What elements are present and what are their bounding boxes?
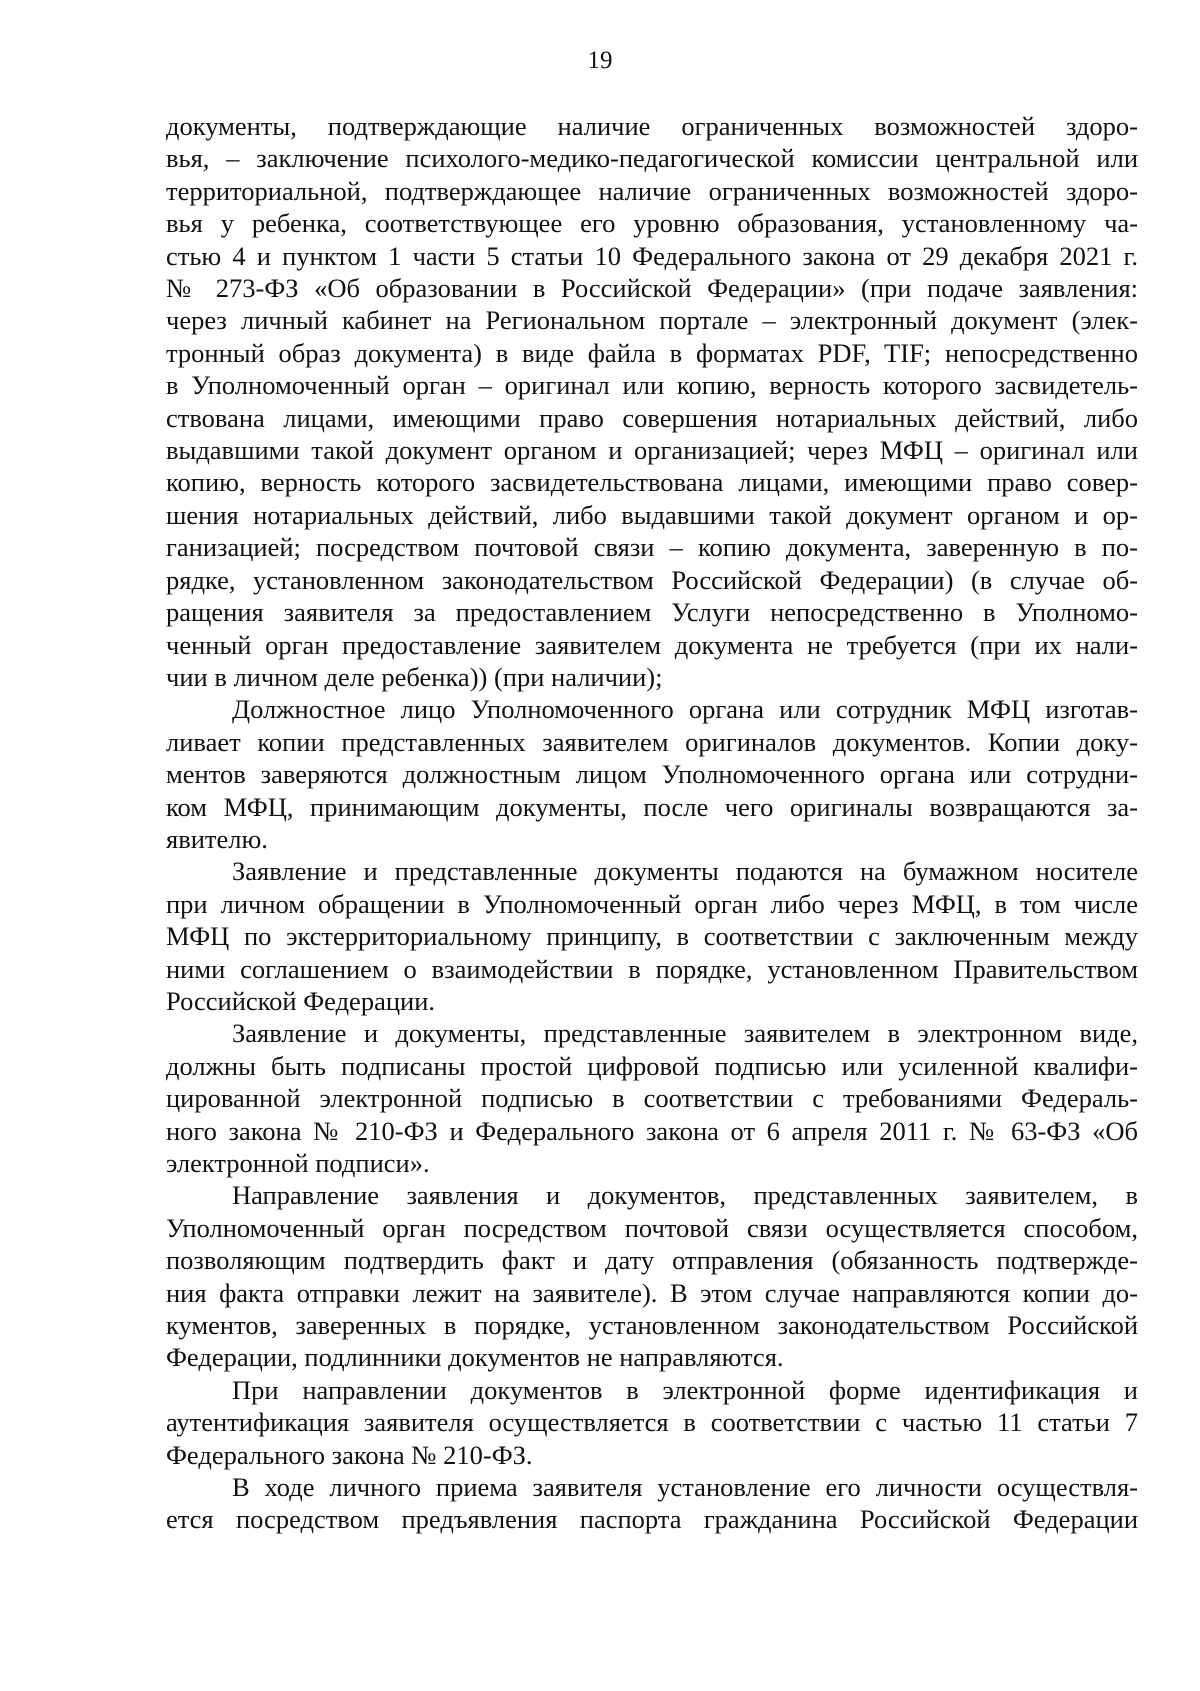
paragraph	[166, 1374, 1138, 1471]
text-line: ченный орган предоставление заявителем документа не требуется (при их нали-	[166, 629, 1138, 660]
paragraph	[166, 855, 1138, 1017]
text-line: электронной подписи».	[166, 1148, 430, 1178]
text-line: шения нотариальных действий, либо выдавшими такой документ органом и ор-	[166, 499, 1138, 530]
text-line: МФЦ по экстерриториальному принципу, в соответствии с заключенным между	[166, 921, 1138, 952]
text-line: ного закона № 210-ФЗ и Федерального закона от 6 апреля 2011 г. № 63-ФЗ «Об	[166, 1115, 1138, 1146]
text-line: рядке, установленном законодательством Российской Федерации) (в случае об-	[166, 564, 1138, 595]
paragraph	[166, 1471, 1138, 1536]
text-line: чии в личном деле ребенка)) (при наличии);	[166, 661, 663, 692]
text-line: При направлении документов в электронной форме идентификация и	[232, 1374, 1138, 1405]
text-line: ментов заверяются должностным лицом Уполномоченного органа или сотрудни-	[166, 759, 1138, 790]
text-line: тронный образ документа) в виде файла в форматах PDF, TIF; непосредственно	[166, 337, 1138, 368]
text-line: цированной электронной подписью в соответствии с требованиями Федераль-	[166, 1083, 1138, 1114]
document-body	[166, 110, 1138, 1536]
text-line: ется посредством предъявления паспорта гражданина Российской Федерации	[166, 1504, 1138, 1535]
text-line: позволяющим подтвердить факт и дату отправления (обязанность подтвержде-	[166, 1245, 1138, 1276]
text-line: должны быть подписаны простой цифровой подписью или усиленной квалифи-	[166, 1050, 1138, 1081]
text-line: явителю.	[166, 823, 268, 854]
text-line: ливает копии представленных заявителем оригиналов документов. Копии доку-	[166, 726, 1138, 757]
text-line: копию, верность которого засвидетельствована лицами, имеющими право совер-	[166, 467, 1138, 498]
text-line: ними соглашением о взаимодействии в порядке, установленном Правительством	[166, 953, 1138, 984]
text-line: Заявление и представленные документы подаются на бумажном носителе	[232, 856, 1138, 887]
text-line: через личный кабинет на Региональном портале – электронный документ (элек-	[166, 305, 1138, 336]
text-line: при личном обращении в Уполномоченный орган либо через МФЦ, в том числе	[166, 888, 1138, 919]
text-line: № 273-ФЗ «Об образовании в Российской Федерации» (при подаче заявления:	[166, 273, 1138, 304]
text-line: Уполномоченный орган посредством почтовой связи осуществляется способом,	[166, 1212, 1138, 1243]
text-line: вья у ребенка, соответствующее его уровню образования, установленному ча-	[166, 208, 1138, 239]
text-line: ганизацией; посредством почтовой связи – копию документа, заверенную в по-	[166, 532, 1138, 563]
text-line: Заявление и документы, представленные заявителем в электронном виде,	[232, 1018, 1138, 1049]
text-line: территориальной, подтверждающее наличие ограниченных возможностей здоро-	[166, 175, 1138, 206]
paragraph	[166, 110, 1138, 693]
paragraph	[166, 1017, 1138, 1179]
text-line: документы, подтверждающие наличие ограниченных возможностей здоро-	[166, 111, 1138, 141]
text-line: Федерации, подлинники документов не направляются.	[166, 1342, 784, 1373]
text-line: в Уполномоченный орган – оригинал или копию, верность которого засвидетель-	[166, 370, 1138, 401]
text-line: вья, – заключение психолого-медико-педагогической комиссии центральной или	[166, 143, 1138, 174]
text-line: аутентификация заявителя осуществляется в соответствии с частью 11 статьи 7	[166, 1407, 1138, 1438]
text-line: Федерального закона № 210-ФЗ.	[166, 1439, 533, 1470]
text-line: Должностное лицо Уполномоченного органа или сотрудник МФЦ изготав-	[232, 694, 1138, 725]
page-number: 19	[587, 47, 613, 74]
text-line: ния факта отправки лежит на заявителе). В этом случае направляются копии до-	[166, 1277, 1138, 1308]
text-line: выдавшими такой документ органом и организацией; через МФЦ – оригинал или	[166, 435, 1138, 466]
text-line: ствована лицами, имеющими право совершения нотариальных действий, либо	[166, 402, 1138, 433]
paragraph	[166, 693, 1138, 855]
text-line: ращения заявителя за предоставлением Услуги непосредственно в Уполномо-	[166, 597, 1138, 628]
text-line: Российской Федерации.	[166, 985, 435, 1016]
paragraph	[166, 1179, 1138, 1373]
text-line: стью 4 и пунктом 1 части 5 статьи 10 Федерального закона от 29 декабря 2021 г.	[166, 240, 1138, 271]
text-line: ком МФЦ, принимающим документы, после чего оригиналы возвращаются за-	[166, 791, 1138, 822]
text-line: кументов, заверенных в порядке, установленном законодательством Российской	[166, 1310, 1138, 1341]
text-line: В ходе личного приема заявителя установление его личности осуществля-	[232, 1472, 1138, 1503]
text-line: Направление заявления и документов, представленных заявителем, в	[232, 1180, 1138, 1211]
